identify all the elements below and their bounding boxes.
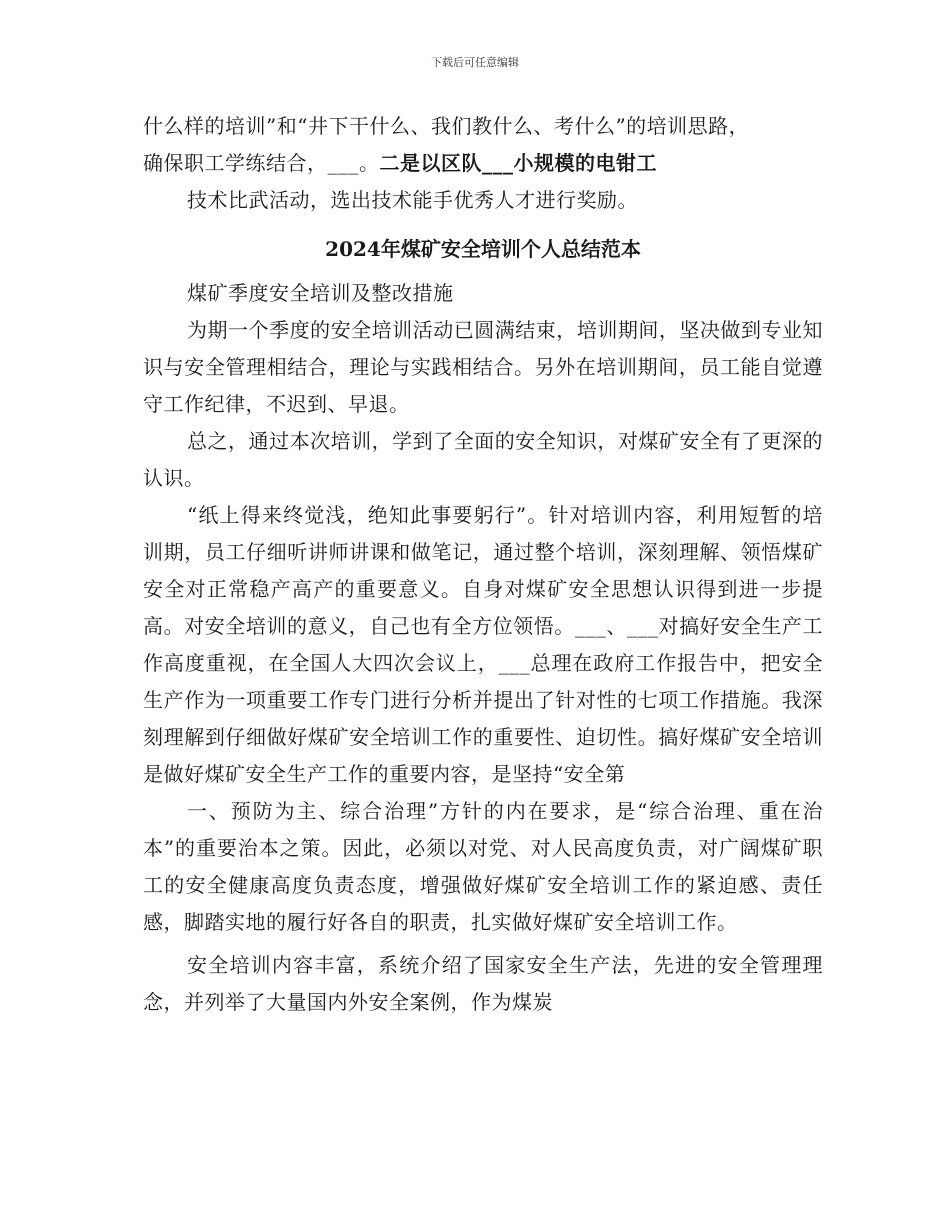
paragraph: “纸上得来终觉浅，绝知此事要躬行”。针对培训内容，利用短暂的培训期，员工仔细听讲师讲课和做笔记，通过整个培训，深刻理解、领悟煤矿安全对正常稳产高产的重要意义。自身对煤矿安全思想认识得到进一步提高。对安全培训的意义，自己也有全方位领悟。___、___对搞好安全生产工作高度重视，在全国人大四次会议上，___总理在政府工作报告中，把安全生产作为一项重要工作专门进行分析并提出了针对性的七项工作措施。我深刻理解到仔细做好煤矿安全培训工作的重要性、迫切性。搞好煤矿安全培训是做好煤矿安全生产工作的重要内容，是坚持“安全第	[143, 503, 823, 786]
paragraph: 总之，通过本次培训，学到了全面的安全知识，对煤矿安全有了更深的认识。	[143, 429, 823, 490]
paragraph: 为期一个季度的安全培训活动已圆满结束，培训期间，坚决做到专业知识与安全管理相结合，理论与实践相结合。另外在培训期间，员工能自觉遵守工作纪律，不迟到、早退。	[143, 318, 823, 416]
paragraph: 技术比武活动，选出技术能手优秀人才进行奖励。	[187, 188, 638, 212]
paragraph-line: 什么样的培训”和“井下干什么、我们教什么、考什么”的培训思路，	[143, 114, 750, 138]
paragraph-line: 确保职工学练结合，___。	[143, 151, 380, 175]
section-subtitle: 煤矿季度安全培训及整改措施	[187, 281, 454, 305]
document-body	[143, 108, 823, 1021]
paragraph-continuation	[143, 108, 823, 182]
document-title: 2024年煤矿安全培训个人总结范本	[325, 237, 641, 261]
page-header: 下载后可任意编辑	[431, 56, 519, 69]
bold-text: 二是以区队___小规模的电钳工	[379, 151, 657, 175]
paragraph: 安全培训内容丰富，系统介绍了国家安全生产法，先进的安全管理理念，并列举了大量国内外安全案例，作为煤炭	[143, 953, 823, 1014]
paragraph: 一、预防为主、综合治理”方针的内在要求，是“综合治理、重在治本”的重要治本之策。因此，必须以对党、对人民高度负责，对广阔煤矿职工的安全健康高度负责态度，增强做好煤矿安全培训工作的紧迫感、责任感，脚踏实地的履行好各自的职责，扎实做好煤矿安全培训工作。	[143, 799, 823, 934]
